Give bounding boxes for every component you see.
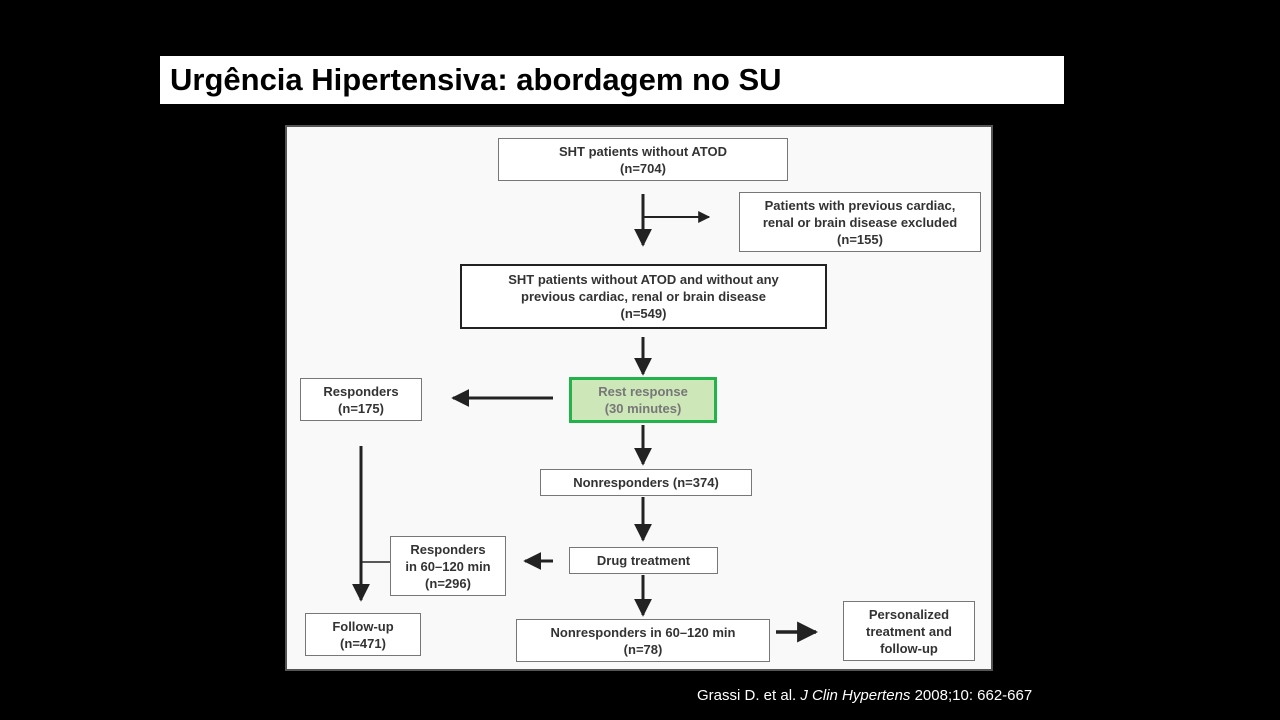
node-excluded-line1: Patients with previous cardiac, xyxy=(764,197,956,213)
node-sht-no-disease xyxy=(460,264,827,329)
citation-authors: Grassi D. et al. xyxy=(697,687,797,704)
node-sht-patients-line2: (n=704) xyxy=(620,160,666,176)
citation-journal: J Clin Hypertens xyxy=(800,687,911,704)
node-follow-up xyxy=(305,613,421,656)
node-responders-60-120 xyxy=(390,536,506,596)
node-responders-60-120-line1: Responders xyxy=(410,541,486,557)
node-sht-no-disease-line3: (n=549) xyxy=(620,306,667,321)
node-drug-treatment xyxy=(569,547,718,574)
node-excluded-line2: renal or brain disease excluded xyxy=(762,214,958,230)
node-rest-response xyxy=(569,377,717,423)
node-responders-60-120-line2: in 60–120 min xyxy=(405,558,491,574)
node-follow-up-line2: (n=471) xyxy=(340,635,386,651)
node-follow-up-line1: Follow-up xyxy=(332,618,394,634)
node-sht-no-disease-line2: previous cardiac, renal or brain disease xyxy=(521,289,766,304)
node-responders-60-120-line3: (n=296) xyxy=(425,575,471,591)
citation xyxy=(697,687,1032,704)
node-rest-response-line1: Rest response xyxy=(598,384,688,399)
node-responders-line2: (n=175) xyxy=(338,400,384,416)
node-responders xyxy=(300,378,422,421)
citation-details: 2008;10: 662-667 xyxy=(914,687,1033,704)
node-sht-patients-line1: SHT patients without ATOD xyxy=(558,143,728,159)
node-personalized xyxy=(843,601,975,661)
node-personalized-line2: treatment and xyxy=(866,623,952,639)
slide-title: Urgência Hipertensiva: abordagem no SU xyxy=(170,62,782,97)
node-personalized-line1: Personalized xyxy=(868,606,950,622)
node-responders-line1: Responders xyxy=(323,383,399,399)
node-nonresponders-60-120-line1: Nonresponders in 60–120 min xyxy=(550,624,736,640)
node-nonresponders-60-120-line2: (n=78) xyxy=(623,641,663,657)
node-nonresponders-line1: Nonresponders (n=374) xyxy=(573,475,719,490)
node-drug-treatment-line1: Drug treatment xyxy=(596,553,691,568)
slide-title-bar xyxy=(160,56,1064,104)
node-nonresponders-60-120 xyxy=(516,619,770,662)
flowchart-figure xyxy=(285,125,993,671)
node-rest-response-line2: (30 minutes) xyxy=(604,401,682,416)
node-excluded-line3: (n=155) xyxy=(837,231,883,247)
node-nonresponders xyxy=(540,469,752,496)
node-sht-patients xyxy=(498,138,788,181)
node-sht-no-disease-line1: SHT patients without ATOD and without any xyxy=(508,272,779,287)
node-excluded xyxy=(739,192,981,252)
node-personalized-line3: follow-up xyxy=(880,640,938,656)
